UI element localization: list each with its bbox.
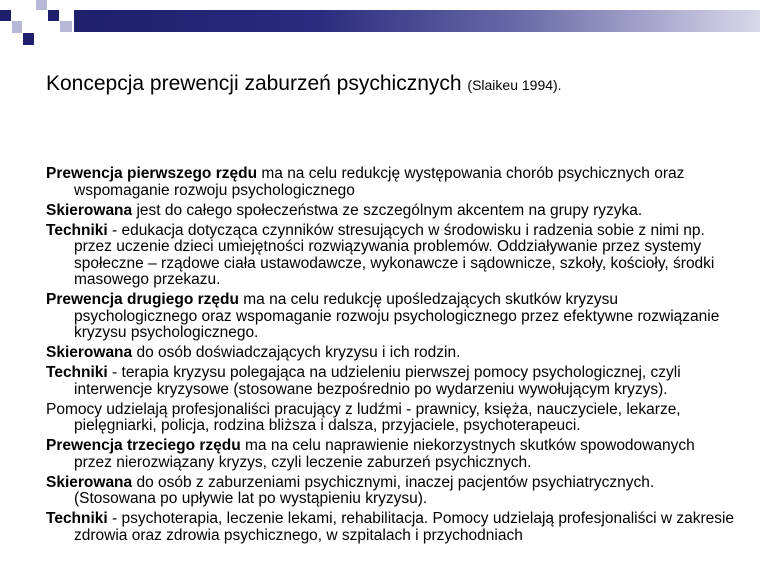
paragraph-text: do osób doświadczających kryzysu i ich rodzin. (132, 344, 461, 361)
decor-square (60, 21, 72, 32)
paragraph-text: - edukacja dotycząca czynników stresujących w środowisku i radzenia sobie z nimi np. przez uczenie dzieci umiejętności rozwiązywania problemów. Oddziaływanie przez systemy społeczne – rządowe ciała ustawodawcze, wykonawcze i sądownicze, szkoły, kościoły, środki masowego przekazu. (74, 221, 715, 288)
slide-title-main: Koncepcja prewencji zaburzeń psychicznych (46, 72, 462, 95)
paragraph-text: - psychoterapia, leczenie lekami, rehabilitacja. Pomocy udzielają profesjonaliści w zakresie zdrowia oraz zdrowia psychicznego, w szpitalach i przychodniach (74, 510, 735, 544)
paragraph-text: ma na celu redukcję występowania chorób psychicznych oraz wspomaganie rozwoju psychologicznego (74, 165, 685, 199)
header-gradient-bar (74, 10, 760, 32)
paragraph-lead: Prewencja drugiego rzędu (46, 291, 239, 308)
paragraph-text: ma na celu redukcję upośledzających skutków kryzysu psychologicznego oraz wspomaganie rozwoju psychologicznego przez efektywne rozwiązanie kryzysu psychologicznego. (74, 291, 720, 341)
paragraph (46, 345, 736, 362)
paragraph-lead: Prewencja trzeciego rzędu (46, 437, 241, 454)
paragraph (46, 365, 736, 398)
paragraph-text: do osób z zaburzeniami psychicznymi, inaczej pacjentów psychiatrycznych. (Stosowana po upływie lat po wystąpieniu kryzysu). (74, 473, 655, 507)
decor-square (12, 21, 22, 33)
paragraph (46, 438, 736, 471)
paragraph-text: Pomocy udzielają profesjonaliści pracujący z ludźmi - prawnicy, księża, nauczyciele, lekarze, pielęgniarki, policja, rodzina bliższa i dalsza, przyjaciele, psychoterapeuci. (46, 400, 681, 434)
paragraph-lead: Techniki (46, 364, 108, 381)
decor-square (36, 0, 47, 10)
paragraph (46, 402, 736, 435)
slide-body (46, 166, 736, 548)
paragraph-lead: Skierowana (46, 473, 133, 491)
decor-square (23, 33, 34, 45)
paragraph-text: jest do całego społeczeństwa ze szczególnym akcentem na grupy ryzyka. (132, 201, 643, 219)
paragraph-lead: Skierowana (46, 201, 133, 219)
paragraph-lead: Techniki (46, 510, 108, 527)
paragraph-lead: Prewencja pierwszego rzędu (46, 165, 258, 182)
paragraph (46, 223, 736, 289)
paragraph (46, 203, 736, 220)
paragraph-lead: Skierowana (46, 344, 133, 361)
paragraph (46, 166, 736, 199)
decor-square (0, 10, 11, 21)
paragraph-text: ma na celu naprawienie niekorzystnych skutków spowodowanych przez nierozwiązany kryzys, czyli leczenie zaburzeń psychicznych. (74, 437, 695, 471)
slide-title (46, 70, 726, 99)
paragraph (46, 292, 736, 342)
paragraph (46, 511, 736, 544)
slide-title-citation: (Slaikeu 1994). (467, 77, 562, 93)
paragraph (46, 475, 736, 508)
decor-square (48, 10, 59, 21)
decorative-header-band (0, 0, 760, 48)
paragraph-lead: Techniki (46, 221, 108, 239)
paragraph-text: - terapia kryzysu polegająca na udzieleniu pierwszej pomocy psychologicznej, czyli interwencje kryzysowe (stosowane bezpośrednio po wydarzeniu wywołującym kryzys). (74, 364, 681, 398)
